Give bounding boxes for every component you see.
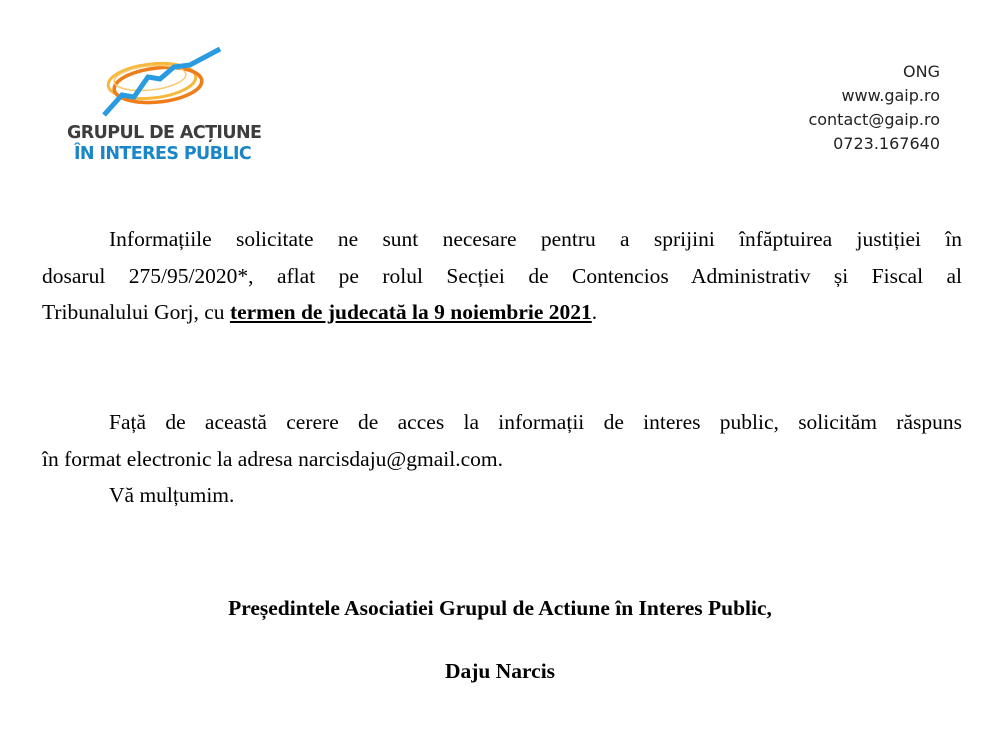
contact-phone: 0723.167640 [833, 134, 940, 153]
paragraph1-line2: dosarul 275/95/2020*, aflat pe rolul Secției de Contencios Administrativ și Fiscal al [42, 263, 962, 288]
paragraph2-line1: Față de această cerere de acces la informații de interes public, solicităm răspuns [109, 410, 962, 434]
paragraph1-line3-prefix: Tribunalului Gorj, cu [42, 300, 230, 324]
contact-email[interactable]: contact@gaip.ro [808, 110, 940, 129]
organization-logo [60, 45, 270, 170]
paragraph2-line2: în format electronic la adresa narcisdaju@gmail.com. [42, 446, 503, 471]
paragraph1-line3 [42, 294, 962, 331]
hearing-date-emphasis: termen de judecată la 9 noiembrie 2021 [229, 300, 592, 324]
signature-name: Daju Narcis [444, 659, 556, 683]
thanks-line: Vă mulțumim. [109, 483, 235, 507]
paragraph-response-format [42, 404, 962, 514]
paragraph1-line3-suffix: . [591, 300, 598, 324]
paragraph1-line1: Informațiile solicitate ne sunt necesare pentru a sprijini înfăptuirea justiției în [109, 227, 962, 251]
organization-type: ONG [903, 62, 940, 81]
signature-title: Președintele Asociatiei Grupul de Actiune în Interes Public, [228, 596, 772, 620]
contact-block [808, 60, 940, 156]
website-link[interactable]: www.gaip.ro [841, 86, 940, 105]
logo-swoosh-icon [100, 45, 230, 120]
paragraph-request-purpose [42, 221, 962, 331]
logo-text-line2: ÎN INTERES PUBLIC [74, 144, 252, 164]
logo-text-line1: GRUPUL DE ACȚIUNE [67, 123, 262, 143]
